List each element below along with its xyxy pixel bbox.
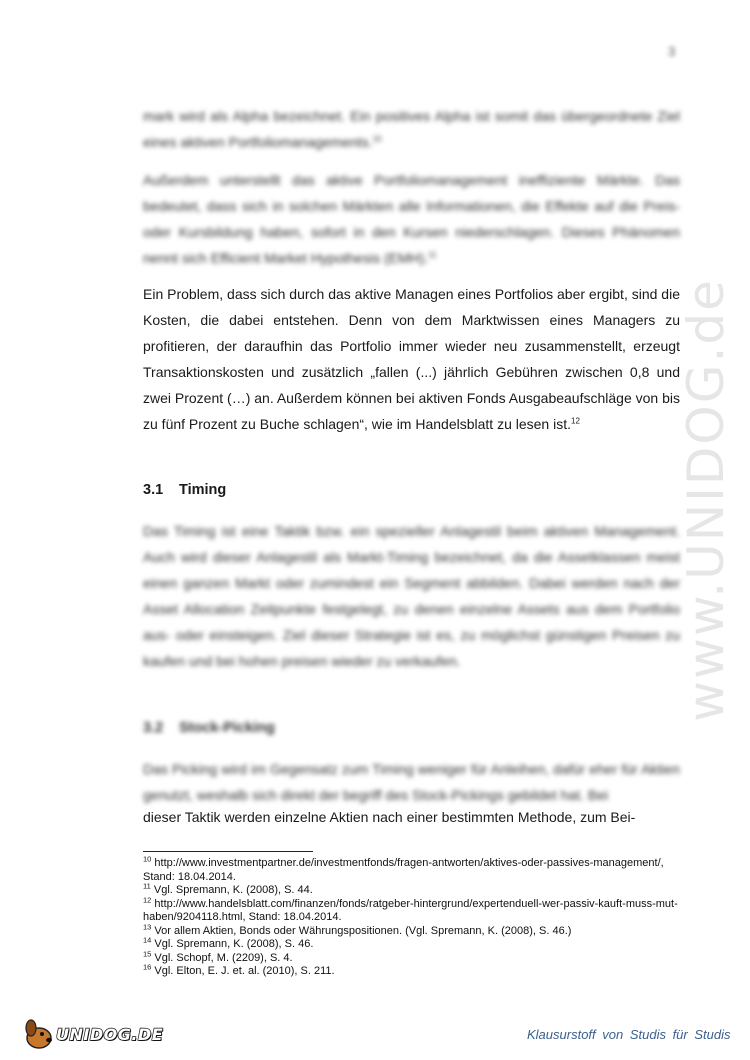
footnote-11: $^{11}$ Vgl. Spremann, K. (2008), S. 44. [143, 881, 313, 896]
blurred-paragraph-emh: Außerdem unterstellt das aktive Portfoliomanagement ineffiziente Märkte. Das bedeutet, dass sich in solchen Märkten alle Informationen, die Effekte auf die Preis- oder Kursbildung haben, sofort in den Kursen niederschlagen. Dieses Phänomen nennt sich Efficient Market Hypothesis (EMH).$^{11}$ [143, 172, 680, 266]
unidog-logo[interactable] [22, 1016, 172, 1052]
footnote-16: $^{16}$ Vgl. Elton, E. J. et. al. (2010), S. 211. [143, 962, 335, 977]
section-heading-stock-picking: 3.2 Stock-Picking [143, 720, 275, 736]
watermark [676, 260, 736, 740]
dog-mascot-icon [22, 1018, 56, 1050]
footnote-13: $^{13}$ Vor allem Aktien, Bonds oder Währungspositionen. (Vgl. Spremann, K. (2008), S. 46.) [143, 921, 572, 937]
blurred-paragraph-alpha: mark wird als Alpha bezeichnet. Ein positives Alpha ist somit das übergeordnete Ziel eines aktiven Portfoliomanagements.$^{10}$ [143, 108, 680, 150]
footnote-15: $^{15}$ Vgl. Schopf, M. (2209), S. 4. [143, 948, 293, 964]
watermark-text: www.UNIDOG.de [677, 278, 736, 722]
footnote-10: $^{10}$ http://www.investmentpartner.de/investmentfonds/fragen-antworten/aktives-oder-passives-management/, Stand: 18.04.2014. [143, 854, 664, 883]
footnotes-list [143, 854, 683, 979]
main-paragraph [143, 281, 680, 437]
footnote-divider [143, 851, 313, 852]
footnote-ref-12: 12 [571, 416, 580, 426]
stock-picking-visible-line: dieser Taktik werden einzelne Aktien nach einer bestimmten Methode, zum Bei- [143, 809, 636, 825]
footnote-12: $^{12}$ http://www.handelsblatt.com/finanzen/fonds/ratgeber-hintergrund/expertenduell-wer-passiv-kauft-muss-mut-haben/9204118.html, Stand: 18.04.2014. [143, 894, 678, 923]
footer-tagline: Klausurstoff von Studis für Studis [527, 1027, 731, 1042]
footnote-14: $^{14}$ Vgl. Spremann, K. (2008), S. 46. [143, 935, 314, 950]
page-number: 3 [668, 44, 676, 59]
section-heading-timing: 3.1 Timing [143, 482, 227, 498]
blurred-paragraph-stock-picking: Das Picking wird im Gegensatz zum Timing weniger für Anleihen, dafür eher für Aktien genutzt, weshalb sich direkt der begriff des Stock-Pickings gebildet hat. Bei [143, 761, 680, 803]
blurred-paragraph-timing: Das Timing ist eine Taktik bzw. ein spezieller Anlagestil beim aktiven Management. Auch wird dieser Anlagestil als Markt-Timing bezeichnet, da die Assetklassen meist einen ganzen Markt oder zumindest ein Segment abbilden. Dabei werden nach der Asset Allocation Zeitpunkte festgelegt, zu denen einzelne Assets aus dem Portfolio aus- oder einsteigen. Ziel dieser Strategie ist es, zu möglichst günstigen Preisen zu kaufen und bei hohen preisen wieder zu verkaufen. [143, 523, 680, 669]
main-paragraph-text: Ein Problem, dass sich durch das aktive Managen eines Portfolios aber ergibt, sind die Kosten, die dabei entstehen. Denn von dem Marktwissen eines Managers zu profitieren, der daraufhin das Portfolio immer wieder neu zusammenstellt, erzeugt Transaktionskosten und zusätzlich „fallen (...) jährlich Gebühren zwischen 0,8 und zwei Prozent (…) an. Außerdem können bei aktiven Fonds Ausgabeaufschläge von bis zu fünf Prozent zu Buche schlagen“, wie im Handelsblatt zu lesen ist. [143, 286, 680, 432]
logo-text: UNIDOG.DE [56, 1024, 164, 1044]
